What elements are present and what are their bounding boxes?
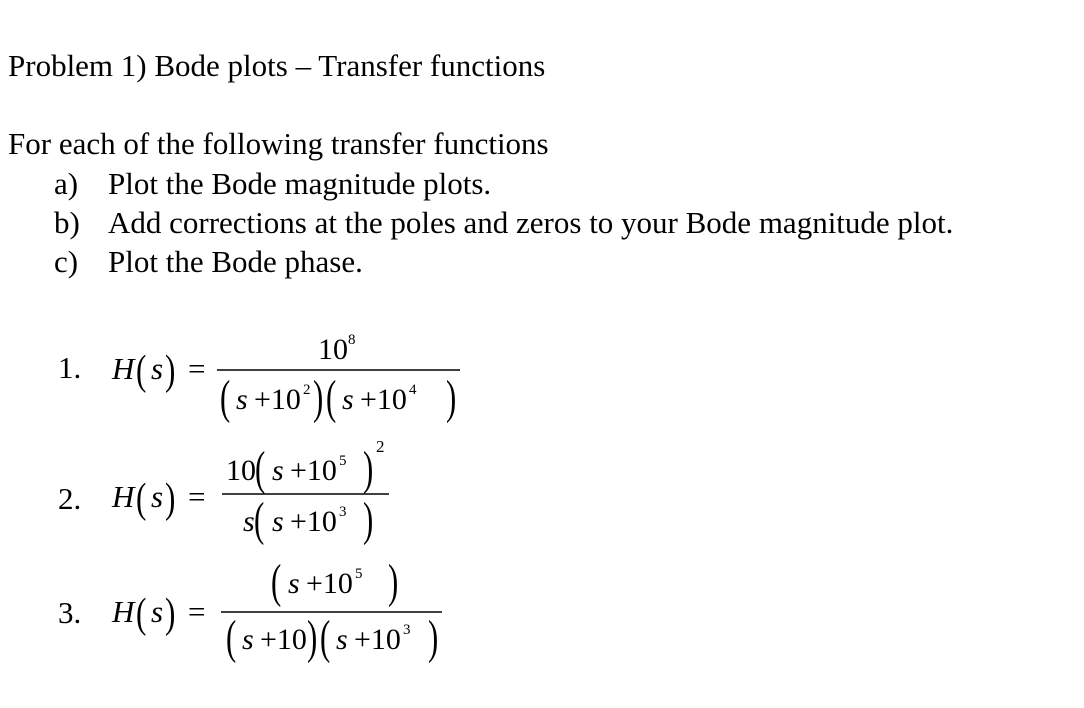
equation-number: 1. xyxy=(58,350,82,385)
task-text: Plot the Bode phase. xyxy=(108,244,363,279)
svg-text:): ) xyxy=(307,610,318,664)
svg-text:=: = xyxy=(188,351,206,386)
svg-text:(: ( xyxy=(320,610,331,664)
equation-1 xyxy=(111,332,460,424)
equation-number: 2. xyxy=(58,481,82,516)
task-text: Add corrections at the poles and zeros to your Bode magnitude plot. xyxy=(108,205,954,240)
svg-text:): ) xyxy=(165,590,176,638)
svg-text:): ) xyxy=(165,347,176,395)
svg-text:): ) xyxy=(388,554,399,608)
svg-text:4: 4 xyxy=(409,382,417,398)
svg-text:H: H xyxy=(112,351,135,386)
svg-text:2: 2 xyxy=(376,437,385,456)
svg-text:(: ( xyxy=(136,347,147,395)
equation-lhs xyxy=(111,476,205,523)
svg-text:3: 3 xyxy=(403,622,411,638)
equation-2 xyxy=(111,437,389,546)
svg-text:5: 5 xyxy=(339,453,347,469)
svg-text:10: 10 xyxy=(226,454,256,487)
svg-text:s: s xyxy=(272,454,284,487)
svg-text:s: s xyxy=(151,479,164,514)
equation-lhs xyxy=(111,348,205,395)
svg-text:+10: +10 xyxy=(254,383,301,416)
svg-text:10: 10 xyxy=(318,333,348,366)
equation-lhs xyxy=(111,591,205,638)
svg-text:(: ( xyxy=(254,492,265,546)
svg-text:s: s xyxy=(243,505,255,538)
svg-text:s: s xyxy=(151,594,164,629)
svg-text:): ) xyxy=(165,475,176,523)
svg-text:8: 8 xyxy=(348,332,356,348)
svg-text:(: ( xyxy=(136,475,147,523)
task-letter: c) xyxy=(54,244,79,279)
problem-title: Problem 1) Bode plots – Transfer functions xyxy=(8,48,546,83)
svg-text:5: 5 xyxy=(355,566,363,582)
svg-text:(: ( xyxy=(226,610,237,664)
task-letter: b) xyxy=(54,205,80,240)
task-letter: a) xyxy=(54,166,79,201)
equation-numerator xyxy=(318,332,356,366)
svg-text:s: s xyxy=(342,383,354,416)
svg-text:): ) xyxy=(446,370,457,424)
svg-text:+10: +10 xyxy=(354,623,401,656)
svg-text:s: s xyxy=(272,505,284,538)
svg-text:(: ( xyxy=(136,590,147,638)
svg-text:s: s xyxy=(288,567,300,600)
svg-text:H: H xyxy=(112,594,135,629)
svg-text:(: ( xyxy=(255,441,266,495)
svg-text:): ) xyxy=(363,492,374,546)
svg-text:=: = xyxy=(188,479,206,514)
svg-text:s: s xyxy=(151,351,164,386)
equation-denominator xyxy=(243,492,373,545)
svg-text:+10: +10 xyxy=(290,454,337,487)
equation-numerator xyxy=(271,554,398,607)
svg-text:s: s xyxy=(336,623,348,656)
svg-text:+10: +10 xyxy=(360,383,407,416)
equation-3 xyxy=(111,554,442,663)
svg-text:s: s xyxy=(242,623,254,656)
svg-text:(: ( xyxy=(271,554,282,608)
task-text: Plot the Bode magnitude plots. xyxy=(108,166,492,201)
intro-text: For each of the following transfer functions xyxy=(8,126,549,161)
svg-text:s: s xyxy=(236,383,248,416)
svg-text:+10: +10 xyxy=(290,505,337,538)
equation-denominator xyxy=(226,610,438,663)
equation-numerator xyxy=(226,437,385,495)
equation-number: 3. xyxy=(58,595,82,630)
svg-text:(: ( xyxy=(326,370,337,424)
equation-denominator xyxy=(220,370,456,423)
svg-text:+10: +10 xyxy=(260,623,307,656)
svg-text:(: ( xyxy=(220,370,231,424)
svg-text:): ) xyxy=(363,441,374,495)
svg-text:): ) xyxy=(428,610,439,664)
svg-text:=: = xyxy=(188,594,206,629)
svg-text:): ) xyxy=(313,370,324,424)
svg-text:+10: +10 xyxy=(306,567,353,600)
svg-text:2: 2 xyxy=(303,382,311,398)
svg-text:H: H xyxy=(112,479,135,514)
svg-text:3: 3 xyxy=(339,504,347,520)
